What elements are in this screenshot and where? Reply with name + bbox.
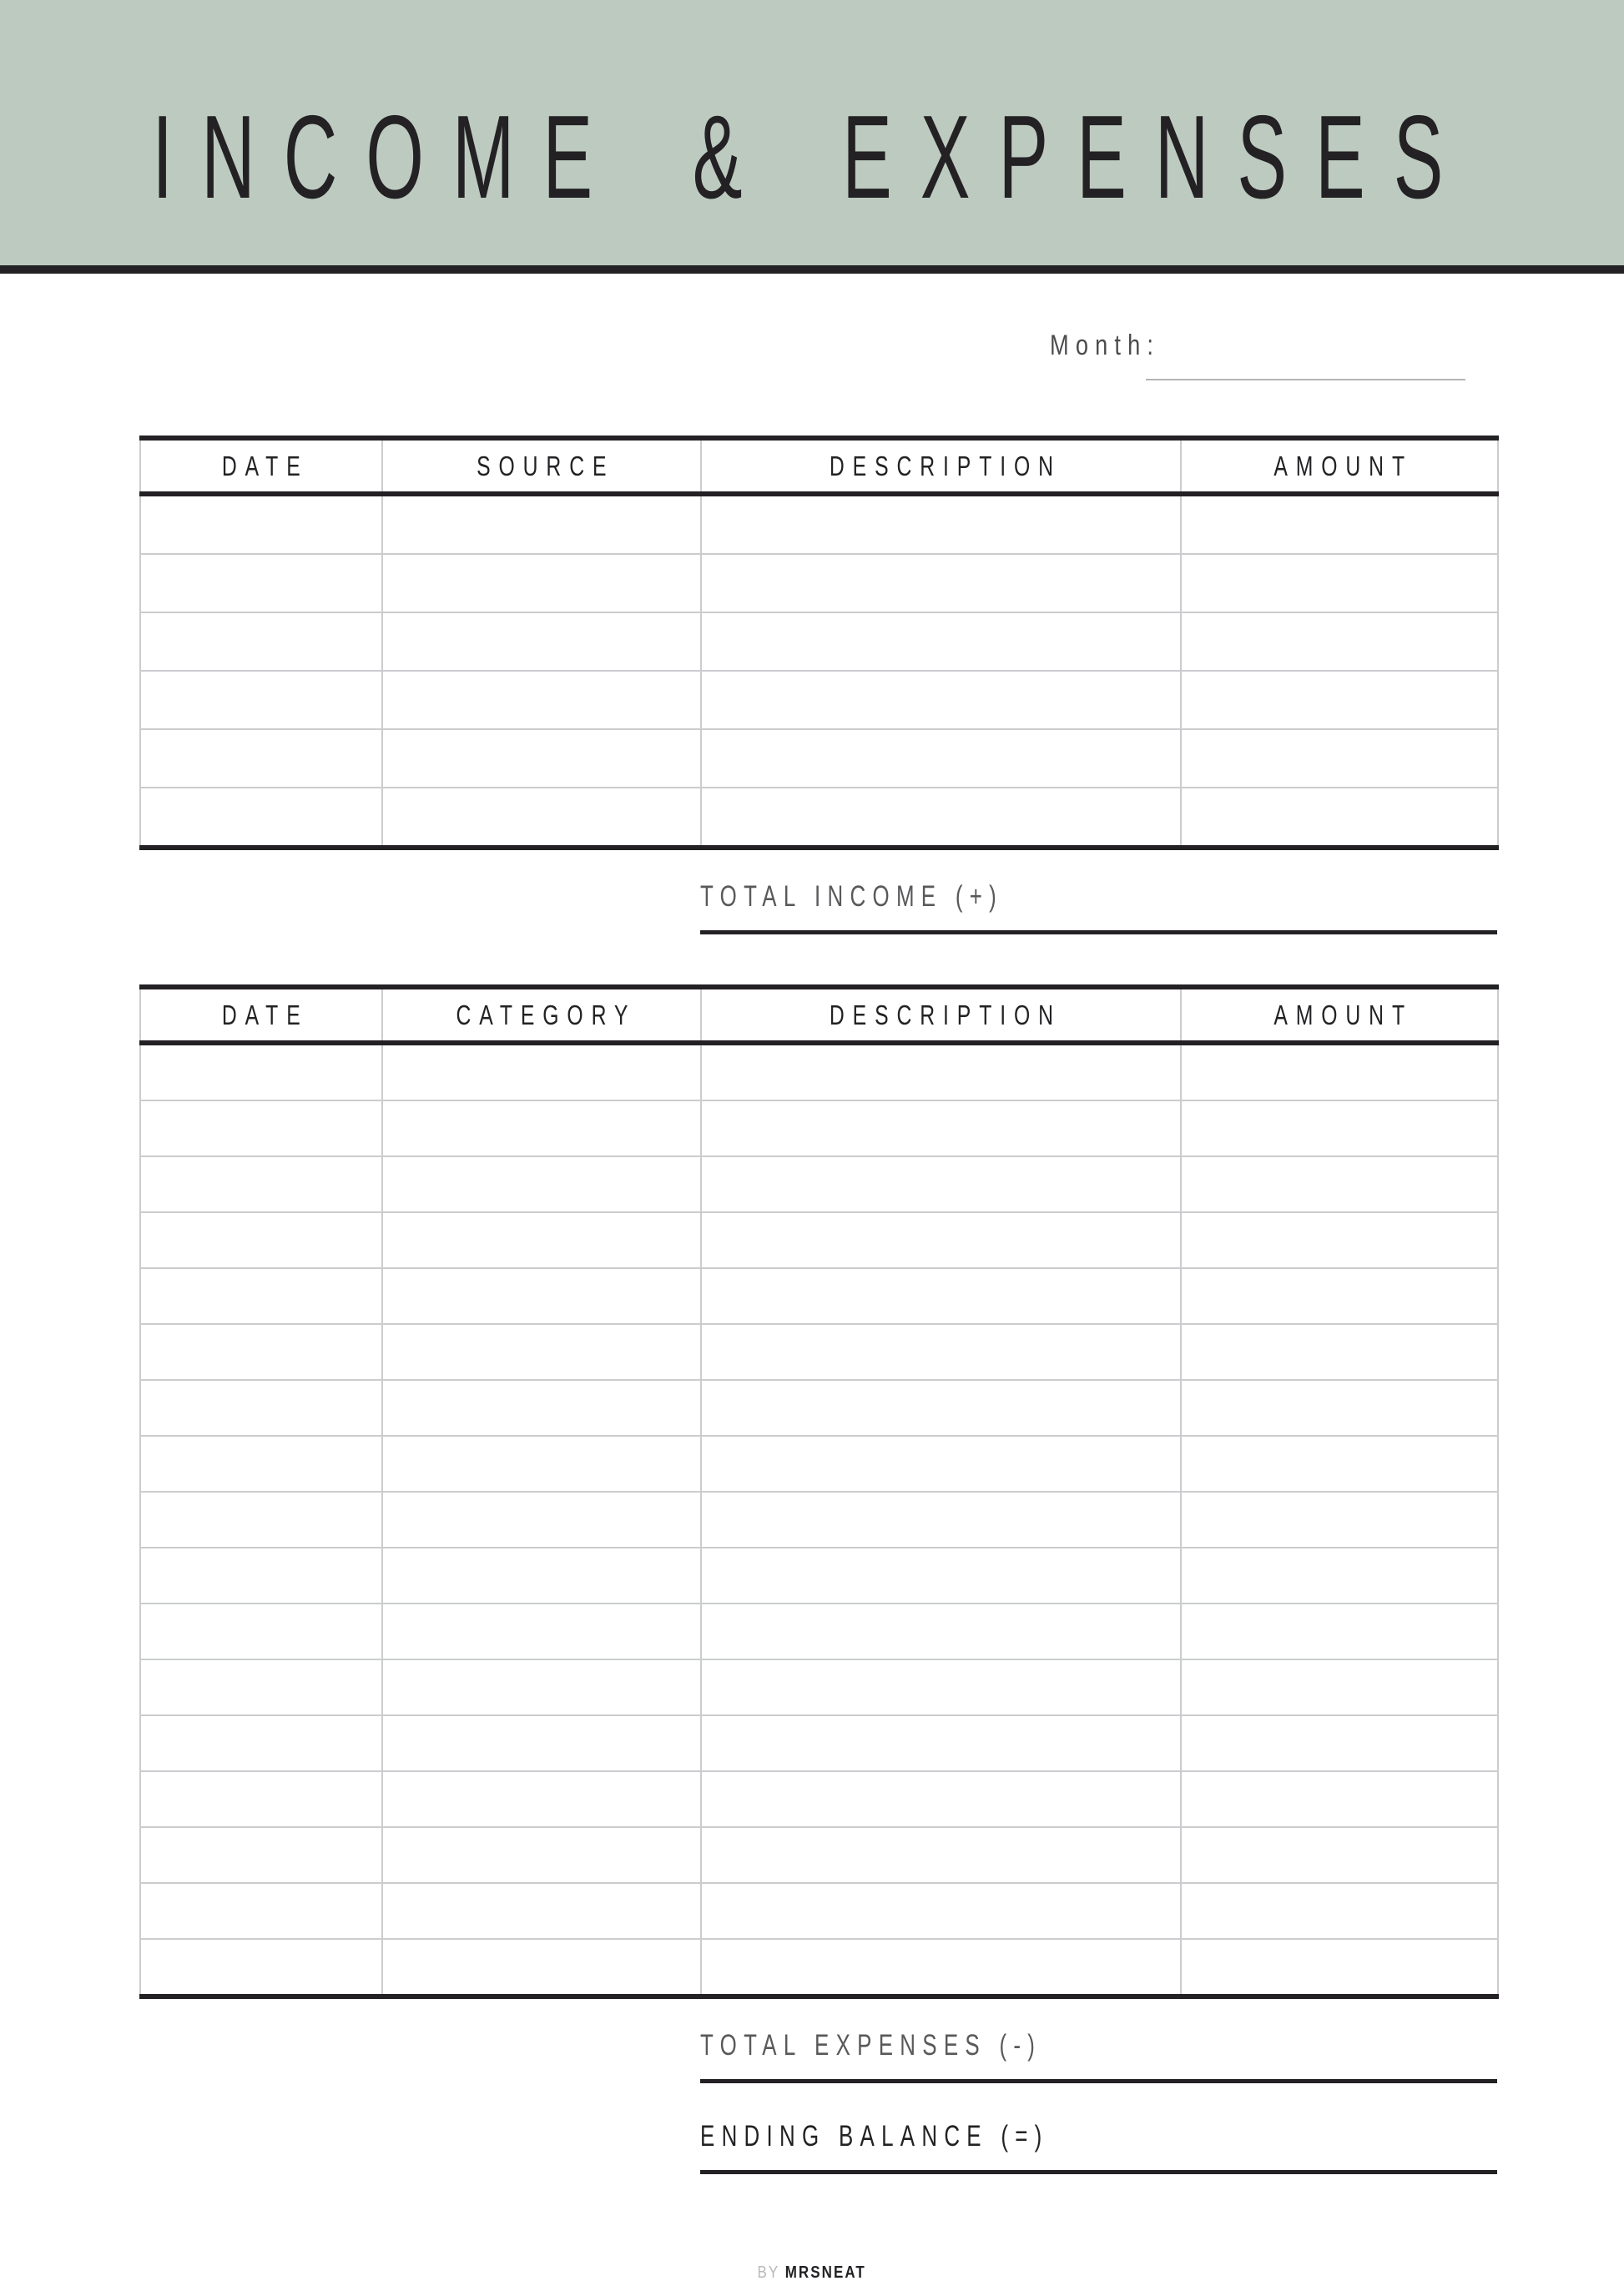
table-row [140,1043,1498,1100]
expense-entry-cell[interactable] [140,1659,382,1715]
footer-by-label: BY [757,2263,780,2282]
expense-entry-cell[interactable] [382,1492,701,1548]
month-label: Month: [1049,330,1160,361]
ending-balance-input[interactable] [700,2170,1497,2174]
expense-entry-cell[interactable] [1181,1771,1498,1827]
expense-entry-cell[interactable] [382,1156,701,1212]
expense-header-description: DESCRIPTION [701,987,1181,1043]
expense-entry-cell[interactable] [140,1715,382,1771]
expense-entry-cell[interactable] [701,1771,1181,1827]
income-entry-cell[interactable] [140,788,382,848]
month-input[interactable] [1146,379,1465,380]
total-expenses-input[interactable] [700,2079,1497,2083]
table-row [140,1268,1498,1324]
table-row [140,612,1498,671]
expense-entry-cell[interactable] [140,1492,382,1548]
table-row [140,1212,1498,1268]
expense-entry-cell[interactable] [1181,1659,1498,1715]
expense-entry-cell[interactable] [701,1883,1181,1939]
expense-entry-cell[interactable] [140,1324,382,1380]
title-band [0,0,1624,265]
income-entry-cell[interactable] [1181,788,1498,848]
expense-entry-cell[interactable] [382,1715,701,1771]
expense-entry-cell[interactable] [140,1436,382,1492]
expense-entry-cell[interactable] [382,1548,701,1604]
table-row [140,554,1498,612]
expense-entry-cell[interactable] [140,1268,382,1324]
expense-entry-cell[interactable] [382,1939,701,1996]
table-row [140,788,1498,848]
expense-entry-cell[interactable] [140,1883,382,1939]
income-entry-cell[interactable] [140,494,382,554]
footer [0,2263,1624,2283]
income-entry-cell[interactable] [382,554,701,612]
income-header-row [140,438,1498,494]
footer-brand: MRSNEAT [785,2263,867,2282]
table-row [140,1715,1498,1771]
ending-balance-block [700,2112,1497,2174]
table-row [140,1883,1498,1939]
table-row [140,1771,1498,1827]
income-entry-cell[interactable] [382,788,701,848]
total-income-input[interactable] [700,930,1497,934]
expense-entry-cell[interactable] [1181,1604,1498,1659]
income-entry-cell[interactable] [382,671,701,729]
expense-entry-cell[interactable] [140,1827,382,1883]
table-row [140,1492,1498,1548]
expense-entry-cell[interactable] [1181,1715,1498,1771]
expense-entry-cell[interactable] [1181,1492,1498,1548]
income-entry-cell[interactable] [382,494,701,554]
expense-entry-cell[interactable] [382,1324,701,1380]
table-row [140,1436,1498,1492]
income-entry-cell[interactable] [1181,554,1498,612]
income-header-description: DESCRIPTION [701,438,1181,494]
total-expenses-block [700,2021,1497,2083]
expense-entry-cell[interactable] [701,1043,1181,1100]
table-row [140,1380,1498,1436]
income-entry-cell[interactable] [140,612,382,671]
income-header-source: SOURCE [382,438,701,494]
income-entry-cell[interactable] [140,671,382,729]
expense-entry-cell[interactable] [140,1156,382,1212]
expense-entry-cell[interactable] [382,1771,701,1827]
expense-entry-cell[interactable] [701,1436,1181,1492]
ending-balance-label: ENDING BALANCE (=) [700,2120,1049,2152]
income-header-date: DATE [140,438,382,494]
table-row [140,1100,1498,1156]
expense-entry-cell[interactable] [382,1604,701,1659]
expense-entry-cell[interactable] [382,1268,701,1324]
expense-entry-cell[interactable] [382,1380,701,1436]
expense-entry-cell[interactable] [1181,1436,1498,1492]
expense-entry-cell[interactable] [1181,1324,1498,1380]
expense-entry-cell[interactable] [140,1771,382,1827]
expense-entry-cell[interactable] [382,1100,701,1156]
expense-entry-cell[interactable] [701,1268,1181,1324]
expense-entry-cell[interactable] [382,1659,701,1715]
table-row [140,1324,1498,1380]
expense-entry-cell[interactable] [701,1380,1181,1436]
expense-entry-cell[interactable] [701,1492,1181,1548]
expense-entry-cell[interactable] [382,1436,701,1492]
income-entry-cell[interactable] [701,729,1181,788]
expense-entry-cell[interactable] [701,1548,1181,1604]
expense-entry-cell[interactable] [1181,1100,1498,1156]
expense-entry-cell[interactable] [701,1324,1181,1380]
income-entry-cell[interactable] [382,612,701,671]
expense-header-amount: AMOUNT [1181,987,1498,1043]
expense-entry-cell[interactable] [382,1883,701,1939]
month-row [0,274,1624,384]
expense-entry-cell[interactable] [382,1212,701,1268]
table-row [140,494,1498,554]
income-entry-cell[interactable] [701,612,1181,671]
income-entry-cell[interactable] [701,554,1181,612]
income-entry-cell[interactable] [701,788,1181,848]
table-row [140,1827,1498,1883]
table-row [140,1156,1498,1212]
table-row [140,1659,1498,1715]
expense-entry-cell[interactable] [1181,1212,1498,1268]
expense-header-date: DATE [140,987,382,1043]
expense-entry-cell[interactable] [1181,1548,1498,1604]
total-income-label: TOTAL INCOME (+) [700,880,1004,913]
expense-table [139,984,1499,1999]
expense-entry-cell[interactable] [1181,1380,1498,1436]
table-row [140,1939,1498,1996]
header-rule [0,265,1624,274]
expense-entry-cell[interactable] [1181,1156,1498,1212]
income-entry-cell[interactable] [1181,729,1498,788]
income-entry-cell[interactable] [140,729,382,788]
expense-header-row [140,987,1498,1043]
income-entry-cell[interactable] [1181,494,1498,554]
income-entry-cell[interactable] [382,729,701,788]
expense-entry-cell[interactable] [382,1043,701,1100]
expense-entry-cell[interactable] [140,1380,382,1436]
table-row [140,1604,1498,1659]
expense-entry-cell[interactable] [701,1659,1181,1715]
expense-entry-cell[interactable] [140,1604,382,1659]
expense-entry-cell[interactable] [1181,1883,1498,1939]
income-table [139,436,1499,850]
table-row [140,729,1498,788]
table-row [140,1548,1498,1604]
expense-entry-cell[interactable] [140,1212,382,1268]
income-header-amount: AMOUNT [1181,438,1498,494]
expense-entry-cell[interactable] [701,1715,1181,1771]
income-entry-cell[interactable] [1181,671,1498,729]
total-income-block [700,872,1497,934]
expense-entry-cell[interactable] [701,1827,1181,1883]
total-expenses-label: TOTAL EXPENSES (-) [700,2029,1042,2062]
expense-entry-cell[interactable] [1181,1939,1498,1996]
expense-entry-cell[interactable] [1181,1268,1498,1324]
expense-entry-cell[interactable] [701,1212,1181,1268]
income-entry-cell[interactable] [1181,612,1498,671]
income-entry-cell[interactable] [701,671,1181,729]
expense-entry-cell[interactable] [1181,1043,1498,1100]
expense-entry-cell[interactable] [701,1156,1181,1212]
expense-entry-cell[interactable] [382,1827,701,1883]
page-title: INCOME & EXPENSES [152,91,1472,224]
expense-entry-cell[interactable] [701,1604,1181,1659]
expense-entry-cell[interactable] [140,1100,382,1156]
expense-entry-cell[interactable] [140,1939,382,1996]
expense-entry-cell[interactable] [140,1043,382,1100]
income-entry-cell[interactable] [701,494,1181,554]
expense-header-category: CATEGORY [382,987,701,1043]
expense-entry-cell[interactable] [701,1939,1181,1996]
expense-entry-cell[interactable] [1181,1827,1498,1883]
income-entry-cell[interactable] [140,554,382,612]
table-row [140,671,1498,729]
expense-entry-cell[interactable] [701,1100,1181,1156]
expense-entry-cell[interactable] [140,1548,382,1604]
